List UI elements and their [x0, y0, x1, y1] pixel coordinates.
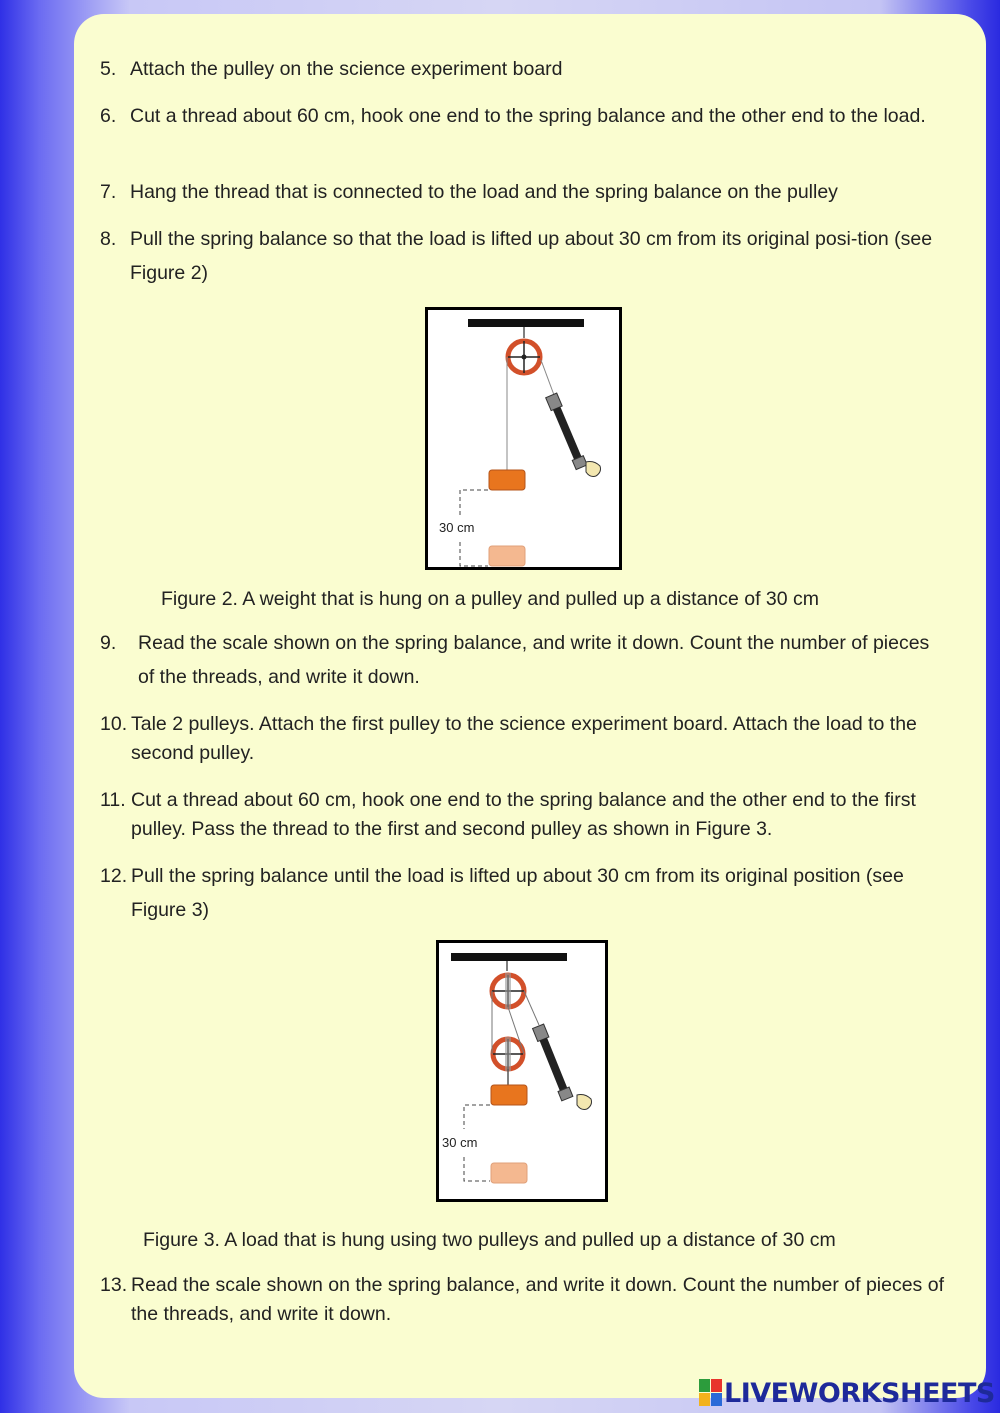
step-12 [100, 859, 950, 927]
distance-label: 30 cm [439, 520, 475, 535]
step-text: Cut a thread about 60 cm, hook one end to the spring balance and the other end to the first pulley. Pass the thread to the first and second pulley as shown in Figure 3. [131, 789, 916, 840]
spring-balance [546, 393, 588, 469]
double-pulley-illustration [439, 943, 605, 1199]
step-number: 10. [100, 713, 128, 735]
step-text: Pull the spring balance until the load is lifted up about 30 cm from its original position (see Figure 3) [131, 865, 904, 921]
step-text: Attach the pulley on the science experiment board [130, 58, 563, 80]
step-number: 7. [100, 181, 117, 203]
step-9 [100, 626, 950, 694]
hand-icon [577, 1095, 592, 1110]
single-pulley-illustration [428, 310, 619, 567]
step-13 [100, 1271, 950, 1329]
liveworksheets-logo-icon [698, 1378, 724, 1408]
step-8 [100, 222, 950, 290]
thread-to-balance [541, 360, 554, 395]
load-lifted [489, 470, 525, 490]
step-5 [100, 55, 950, 84]
step-text: Pull the spring balance so that the load is lifted up about 30 cm from its original posi-tion (see Figure 2) [130, 228, 933, 284]
step-number: 13. [100, 1274, 128, 1296]
step-number: 11. [100, 789, 126, 811]
step-text: Read the scale shown on the spring balance, and write it down. Count the number of pieces of the threads, and write it down. [131, 1274, 944, 1325]
figure-3-diagram [436, 940, 608, 1202]
step-10 [100, 710, 950, 768]
thread-to-balance [524, 991, 539, 1025]
step-number: 5. [100, 58, 117, 80]
step-text: Hang the thread that is connected to the load and the spring balance on the pulley [130, 181, 838, 203]
step-text: Read the scale shown on the spring balance, and write it down. Count the number of pieces of the threads, and write it down. [138, 632, 930, 688]
movable-pulley-wheel [493, 1037, 523, 1071]
pulley-wheel [508, 341, 540, 373]
liveworksheets-logo[interactable] [698, 1378, 995, 1408]
ceiling-beam [451, 953, 567, 961]
load-lifted [491, 1085, 527, 1105]
step-text: Tale 2 pulleys. Attach the first pulley to the science experiment board. Attach the load to the second pulley. [131, 713, 917, 764]
step-7 [100, 178, 950, 207]
step-number: 12. [100, 865, 128, 887]
distance-label: 30 cm [442, 1135, 478, 1150]
step-text: Cut a thread about 60 cm, hook one end to the spring balance and the other end to the load. [130, 105, 926, 127]
step-number: 6. [100, 105, 117, 127]
load-original-position [489, 546, 525, 566]
hand-icon [586, 462, 601, 477]
step-number: 8. [100, 228, 117, 250]
step-11 [100, 786, 950, 844]
fixed-pulley-wheel [492, 973, 524, 1009]
spring-balance [533, 1024, 573, 1101]
ceiling-beam [468, 319, 584, 327]
load-original-position [491, 1163, 527, 1183]
figure-2-caption: Figure 2. A weight that is hung on a pulley and pulled up a distance of 30 cm [161, 588, 820, 610]
figure-3-caption: Figure 3. A load that is hung using two pulleys and pulled up a distance of 30 cm [143, 1229, 836, 1251]
step-number: 9. [100, 632, 117, 654]
figure-2-diagram [425, 307, 622, 570]
step-6 [100, 102, 950, 131]
brand-name: LIVEWORKSHEETS [724, 1377, 995, 1409]
